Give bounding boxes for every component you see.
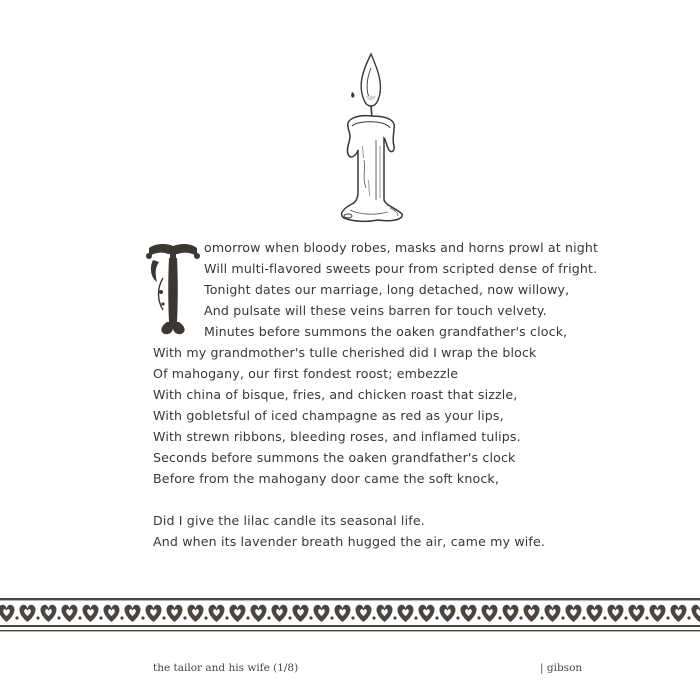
poem-line: omorrow when bloody robes, masks and horns prowl at night xyxy=(204,240,599,255)
poem-line: With my grandmother's tulle cherished did I wrap the block xyxy=(153,345,537,360)
poem-line: Tonight dates our marriage, long detached, now willowy, xyxy=(204,282,570,297)
candle-icon xyxy=(328,50,414,225)
border-dot xyxy=(456,616,459,619)
border-dot xyxy=(141,616,144,619)
border-dot xyxy=(351,616,354,619)
border-dot xyxy=(225,616,228,619)
poem-line: With strewn ribbons, bleeding roses, and inflamed tulips. xyxy=(153,429,521,444)
poem-line: With china of bisque, fries, and chicken roast that sizzle, xyxy=(153,387,518,402)
border-dot xyxy=(267,616,270,619)
border-dot xyxy=(204,616,207,619)
border-dot xyxy=(372,616,375,619)
border-dot xyxy=(687,616,690,619)
border-dot xyxy=(15,616,18,619)
ornamental-border xyxy=(0,598,700,638)
footer-title: the tailor and his wife (1/8) xyxy=(153,662,299,674)
border-dot xyxy=(582,616,585,619)
border-dot xyxy=(477,616,480,619)
poem-line: Of mahogany, our first fondest roost; embezzle xyxy=(153,366,459,381)
border-dot xyxy=(36,616,39,619)
footer-author: | gibson xyxy=(540,662,583,674)
border-dot xyxy=(393,616,396,619)
drop-cap-letter xyxy=(143,238,201,338)
border-dot xyxy=(603,616,606,619)
poem-line: Seconds before summons the oaken grandfather's clock xyxy=(153,450,516,465)
border-dot xyxy=(330,616,333,619)
border-dot xyxy=(309,616,312,619)
border-dot xyxy=(645,616,648,619)
border-dot xyxy=(561,616,564,619)
poem-line: With gobletsful of iced champagne as red as your lips, xyxy=(153,408,504,423)
poem-line: Did I give the lilac candle its seasonal life. xyxy=(153,513,425,528)
poem-line: Minutes before summons the oaken grandfather's clock, xyxy=(204,324,568,339)
poem-line: Before from the mahogany door came the soft knock, xyxy=(153,471,500,486)
border-dot xyxy=(246,616,249,619)
poem-line: And pulsate will these veins barren for touch velvety. xyxy=(204,303,547,318)
border-dot xyxy=(99,616,102,619)
border-dot xyxy=(435,616,438,619)
border-dot xyxy=(78,616,81,619)
border-dot xyxy=(183,616,186,619)
border-dot xyxy=(120,616,123,619)
border-dot xyxy=(162,616,165,619)
border-dot xyxy=(624,616,627,619)
border-dot xyxy=(498,616,501,619)
border-dot xyxy=(288,616,291,619)
poem-line: Will multi-flavored sweets pour from scripted dense of fright. xyxy=(204,261,598,276)
border-dot xyxy=(666,616,669,619)
border-dot xyxy=(57,616,60,619)
poem-line: And when its lavender breath hugged the air, came my wife. xyxy=(153,534,546,549)
border-dot xyxy=(519,616,522,619)
border-dot xyxy=(414,616,417,619)
border-dot xyxy=(540,616,543,619)
